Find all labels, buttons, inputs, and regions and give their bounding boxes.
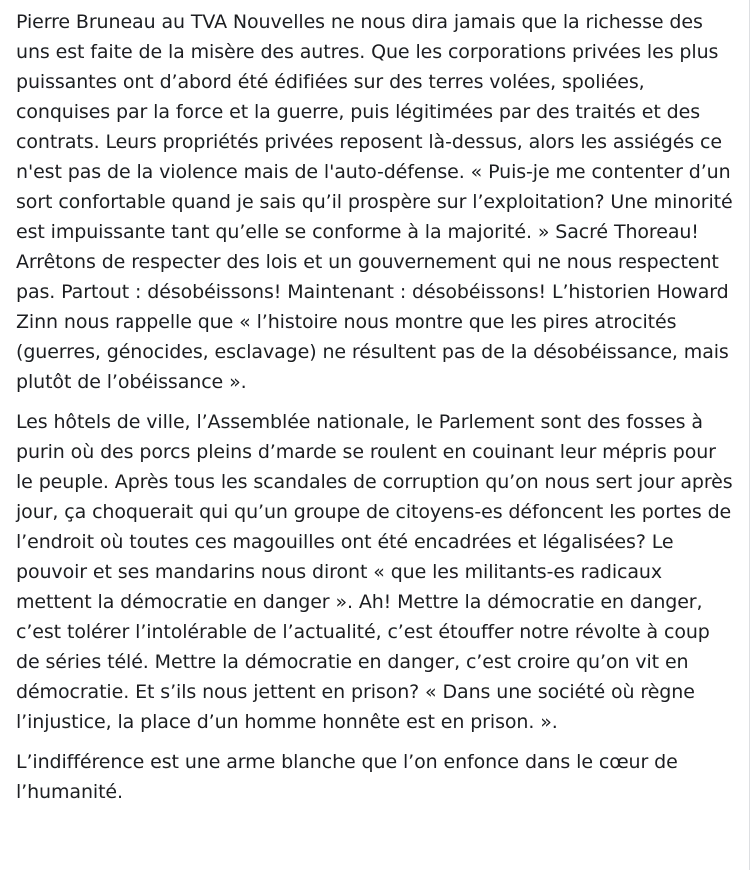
post-body: [16, 7, 738, 817]
paragraph-1: Pierre Bruneau au TVA Nouvelles ne nous dira jamais que la richesse des uns est faite de la misère des autres. Que les corporations privées les plus puissantes ont d’abord été édifiées sur des terres volées, spoliées, conquises par la force et la guerre, puis légitimées par des traités et des contrats. Leurs propriétés privées reposent là-dessus, alors les assiégés ce n'est pas de la violence mais de l'auto-défense. « Puis-je me contenter d’un sort confortable quand je sais qu’il prospère sur l’exploitation? Une minorité est impuissante tant qu’elle se conforme à la majorité. » Sacré Thoreau! Arrêtons de respecter des lois et un gouvernement qui ne nous respectent pas. Partout : désobéissons! Maintenant : désobéissons! L’historien Howard Zinn nous rappelle que « l’histoire nous montre que les pires atrocités (guerres, génocides, esclavage) ne résultent pas de la désobéissance, mais plutôt de l’obéissance ».: [16, 11, 733, 393]
paragraph-3: L’indifférence est une arme blanche que l’on enfonce dans le cœur de l’humanité.: [16, 751, 678, 803]
paragraph-2: Les hôtels de ville, l’Assemblée nationale, le Parlement sont des fosses à purin où des porcs pleins d’marde se roulent en couinant leur mépris pour le peuple. Après tous les scandales de corruption qu’on nous sert jour après jour, ça choquerait qui qu’un groupe de citoyens-es défoncent les portes de l’endroit où toutes ces magouilles ont été encadrées et légalisées? Le pouvoir et ses mandarins nous diront « que les militants-es radicaux mettent la démocratie en danger ». Ah! Mettre la démocratie en danger, c’est tolérer l’intolérable de l’actualité, c’est étouffer notre révolte à coup de séries télé. Mettre la démocratie en danger, c’est croire qu’on vit en démocratie. Et s’ils nous jettent en prison? « Dans une société où règne l’injustice, la place d’un homme honnête est en prison. ».: [16, 411, 733, 733]
